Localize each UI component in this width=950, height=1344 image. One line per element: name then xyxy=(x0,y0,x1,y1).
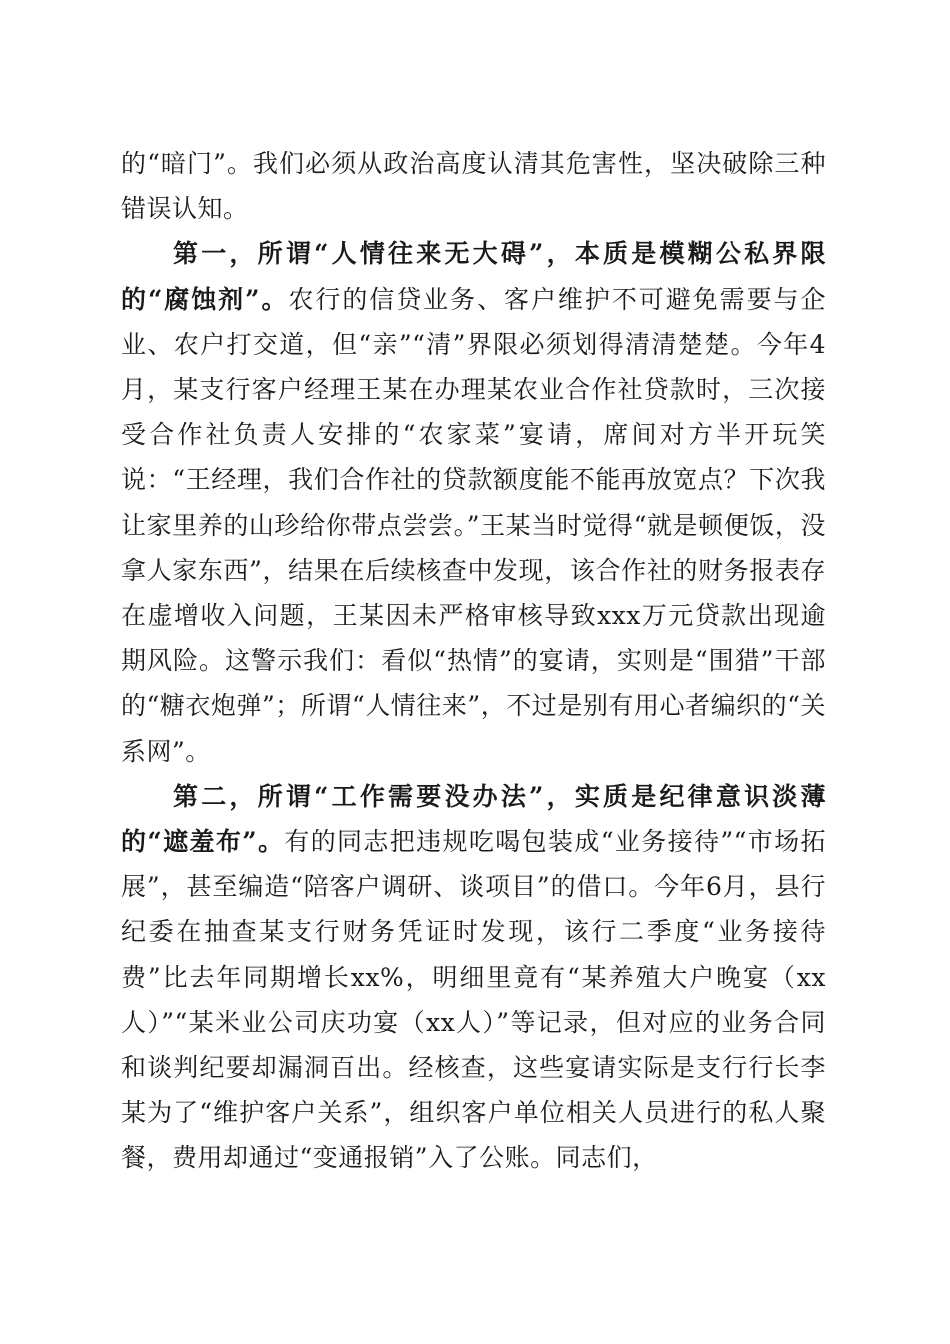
paragraph-second-point xyxy=(121,774,826,1181)
paragraph-intro-continuation xyxy=(121,141,826,231)
paragraph-lead-sentence: 第一，所谓“人情往来无大碍”，本质是模糊公私界限的“腐蚀剂”。 xyxy=(121,239,826,314)
paragraph-text: 有的同志把违规吃喝包装成“业务接待”“市场拓展”，甚至编造“陪客户调研、谈项目”的借口。今年6月，县行纪委在抽查某支行财务凭证时发现，该行二季度“业务接待费”比去年同期增长xx%，明细里竟有“某养殖大户晚宴（xx人）”“某米业公司庆功宴（xx人）”等记录，但对应的业务合同和谈判纪要却漏洞百出。经核查，这些宴请实际是支行行长李某为了“维护客户关系”，组织客户单位相关人员进行的私人聚餐，费用却通过“变通报销”入了公账。同志们， xyxy=(121,827,826,1173)
paragraph-lead-sentence: 第二，所谓“工作需要没办法”，实质是纪律意识淡薄的“遮羞布”。 xyxy=(121,781,826,857)
body-text xyxy=(121,141,826,1181)
paragraph-text: 的“暗门”。我们必须从政治高度认清其危害性，坚决破除三种错误认知。 xyxy=(121,149,826,224)
paragraph-first-point xyxy=(121,231,826,773)
paragraph-text: 农行的信贷业务、客户维护不可避免需要与企业、农户打交道，但“亲”“清”界限必须划得清清楚楚。今年4月，某支行客户经理王某在办理某农业合作社贷款时，三次接受合作社负责人安排的“农家菜”宴请，席间对方半开玩笑说：“王经理，我们合作社的贷款额度能不能再放宽点？下次我让家里养的山珍给你带点尝尝。”王某当时觉得“就是顿便饭，没拿人家东西”，结果在后续核查中发现，该合作社的财务报表存在虚增收入问题，王某因未严格审核导致xxx万元贷款出现逾期风险。这警示我们：看似“热情”的宴请，实则是“围猎”干部的“糖衣炮弹”；所谓“人情往来”，不过是别有用心者编织的“关系网”。 xyxy=(121,284,826,766)
